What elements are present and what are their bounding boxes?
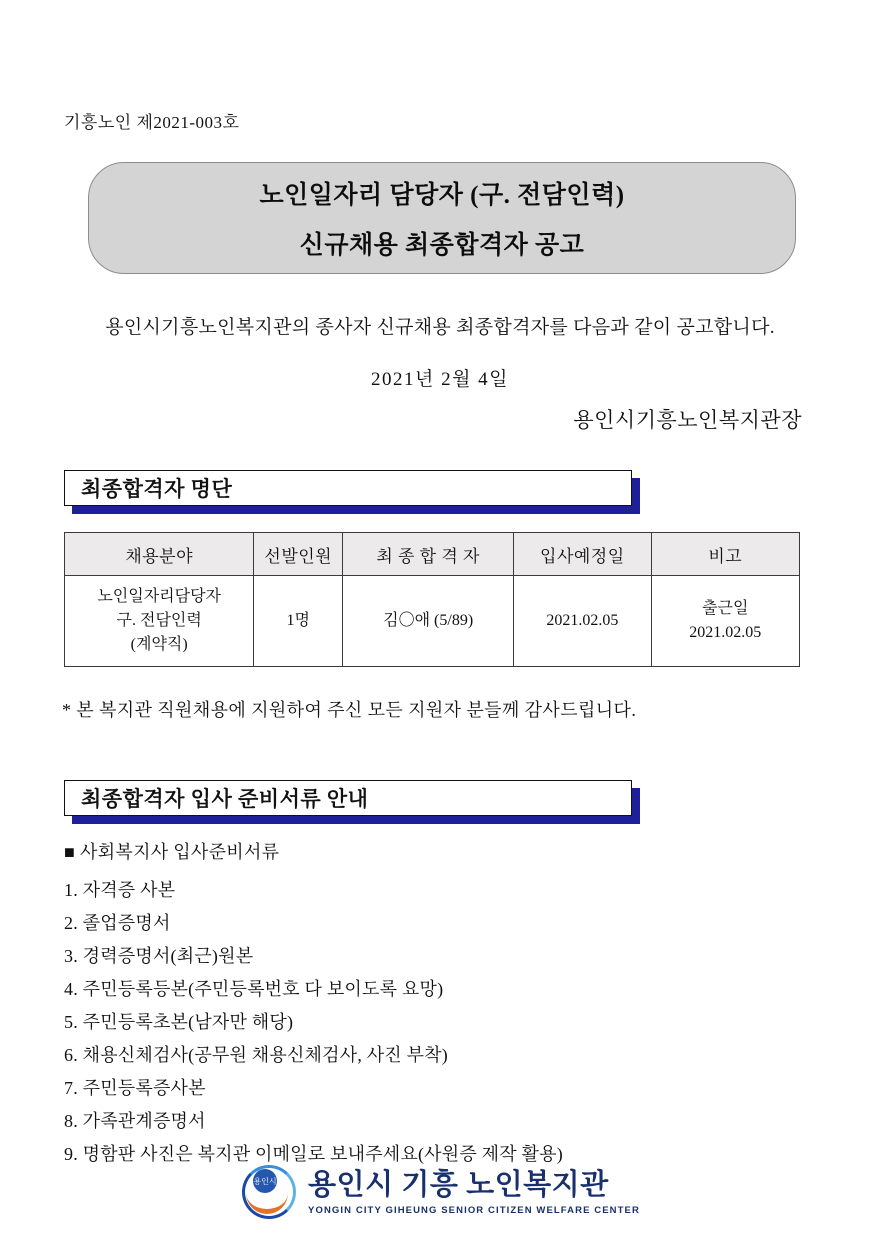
documents-list (64, 874, 804, 1171)
list-item: 6. 채용신체검사(공무원 채용신체검사, 사진 부착) (64, 1045, 448, 1065)
list-item: 5. 주민등록초본(남자만 해당) (64, 1012, 294, 1032)
documents-subtitle-label: 사회복지사 입사준비서류 (80, 842, 280, 862)
title-line-2: 신규채용 최종합격자 공고 (299, 232, 585, 259)
list-item: 8. 가족관계증명서 (64, 1111, 206, 1131)
column-header-count: 선발인원 (254, 533, 343, 576)
section-heading-label: 최종합격자 명단 (81, 477, 233, 501)
list-item: 4. 주민등록등본(주민등록번호 다 보이도록 요망) (64, 979, 444, 999)
section-heading-label: 최종합격자 입사 준비서류 안내 (81, 787, 369, 811)
footer-logo-block (0, 1161, 880, 1217)
list-item: 9. 명함판 사진은 복지관 이메일로 보내주세요(사원증 제작 활용) (64, 1144, 563, 1164)
cell-count: 1명 (254, 576, 343, 667)
issue-date: 2021년 2월 4일 (370, 369, 510, 390)
cell-note (651, 576, 799, 667)
documents-subtitle (64, 838, 279, 864)
column-header-note: 비고 (651, 533, 799, 576)
thanks-note: * 본 복지관 직원채용에 지원하여 주신 모든 지원자 분들께 감사드립니다. (62, 700, 637, 720)
table-header-row (65, 533, 800, 576)
cell-note-line-1: 출근일 (702, 600, 749, 617)
list-item: 1. 자격증 사본 (64, 880, 176, 900)
cell-start-date: 2021.02.05 (514, 576, 651, 667)
cell-field-line-2: 구. 전담인력 (116, 612, 202, 629)
organization-name-english: YONGIN CITY GIHEUNG SENIOR CITIZEN WELFARE CENTER (308, 1205, 640, 1216)
heading-front (64, 780, 632, 816)
title-line-1: 노인일자리 담당자 (구. 전담인력) (259, 182, 625, 209)
final-list-table (64, 532, 800, 667)
list-item: 2. 졸업증명서 (64, 913, 171, 933)
list-item: 7. 주민등록증사본 (64, 1078, 206, 1098)
organization-logo-icon (240, 1161, 296, 1217)
organization-name: 용인시 기흥 노인복지관 (308, 1169, 609, 1201)
section-heading-documents (64, 780, 632, 816)
column-header-field: 채용분야 (65, 533, 254, 576)
table-row (65, 576, 800, 667)
column-header-name: 최 종 합 격 자 (343, 533, 514, 576)
footer-text-block (308, 1162, 640, 1216)
cell-name: 김〇애 (5/89) (343, 576, 514, 667)
intro-paragraph: 용인시기흥노인복지관의 종사자 신규채용 최종합격자를 다음과 같이 공고합니다. (105, 317, 775, 338)
issuer-name: 용인시기흥노인복지관장 (573, 408, 802, 432)
logo-badge: 용인시 (253, 1169, 277, 1193)
bullet-square-icon: ■ (64, 842, 76, 862)
cell-field-line-1: 노인일자리담당자 (97, 588, 221, 605)
cell-field-line-3: (계약직) (130, 636, 188, 653)
column-header-start-date: 입사예정일 (514, 533, 651, 576)
section-heading-final-list (64, 470, 632, 506)
title-banner (88, 162, 796, 274)
heading-front (64, 470, 632, 506)
document-number: 기흥노인 제2021-003호 (64, 113, 240, 132)
list-item: 3. 경력증명서(최근)원본 (64, 946, 254, 966)
cell-note-line-2: 2021.02.05 (689, 624, 762, 641)
cell-field (65, 576, 254, 667)
